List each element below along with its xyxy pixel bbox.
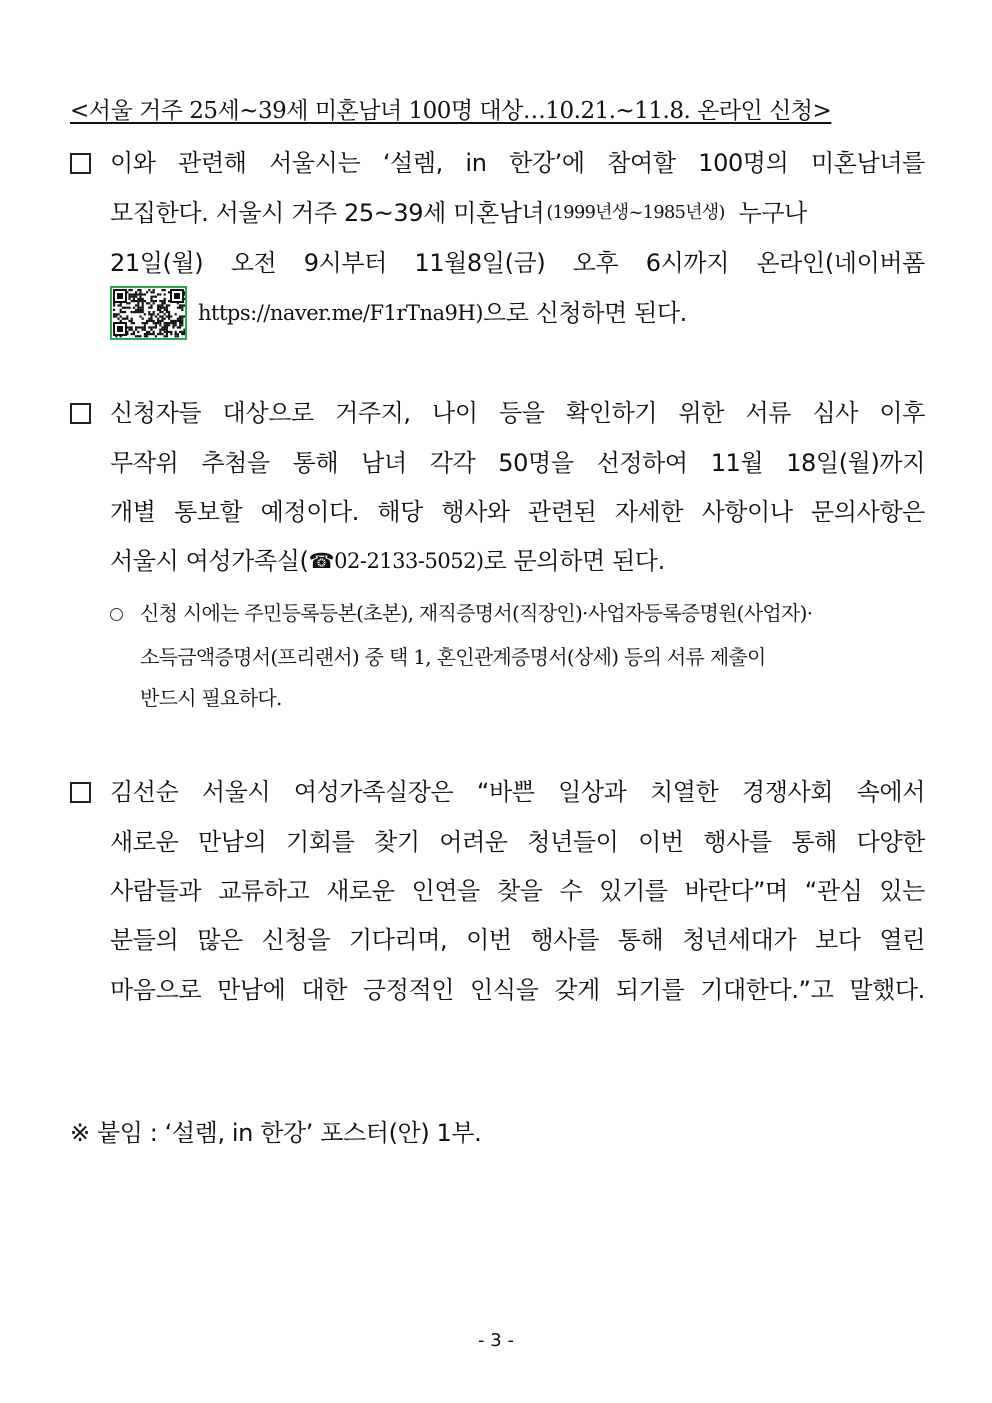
word: 참여할 (607, 149, 676, 177)
word: 통해 (791, 828, 837, 856)
word: 사람들과 (110, 877, 202, 905)
word: 되기를 (615, 976, 685, 1004)
word: 행사를 (530, 926, 599, 954)
word: 개별 (110, 498, 156, 526)
word: 분들의 (110, 926, 179, 954)
word: 인식을 (470, 976, 539, 1004)
word: 선정하여 (596, 449, 688, 477)
word: 11월8일(금) (414, 249, 546, 277)
word: 행사를 (703, 828, 772, 856)
checkbox-square-icon (70, 403, 91, 424)
word: 교류하고 (218, 877, 310, 905)
word: 심사 (812, 399, 859, 427)
section-3-line-2 (110, 827, 925, 857)
text-run: 서울시 여성가족실( (110, 547, 309, 575)
word: 서울시는 (269, 149, 361, 177)
word: 일상과 (558, 778, 627, 806)
section-3-line-5 (110, 975, 925, 1005)
word: 이와 (110, 149, 156, 177)
word: 서울시 (201, 778, 271, 806)
word: 마음으로 (110, 976, 202, 1004)
word: 수 (559, 877, 583, 905)
naver-form-url[interactable]: https://naver.me/F1rTna9H) (198, 301, 483, 325)
word: 새로운 (326, 877, 395, 905)
word: 다양한 (856, 828, 925, 856)
section-3-line-1 (110, 777, 925, 807)
word: 이번 (466, 926, 512, 954)
section-1-line-4 (198, 298, 898, 328)
word: 만남의 (198, 828, 267, 856)
word: 9시부터 (303, 249, 387, 277)
word: 인연을 (411, 877, 480, 905)
word: 100명의 (698, 149, 789, 177)
attachment-note: ※ 붙임 : ‘설렘, in 한강’ 포스터(안) 1부. (70, 1119, 482, 1147)
word: 온라인(네이버폼 (756, 249, 925, 277)
word: 보다 (814, 926, 861, 954)
word: 통보할 (173, 498, 243, 526)
word: 위한 (678, 399, 725, 427)
word: 자세한 (614, 498, 684, 526)
word: 대한 (301, 976, 347, 1004)
word: 김선순 (110, 778, 179, 806)
word: 바란다”며 (684, 877, 788, 905)
word: 만남에 (217, 976, 286, 1004)
word: 있는 (879, 877, 925, 905)
checkbox-square-icon (70, 153, 91, 174)
page-number: - 3 - (478, 1330, 514, 1351)
word: 찾을 (496, 877, 543, 905)
word: 있기를 (599, 877, 668, 905)
word: 등을 (499, 399, 545, 427)
word: 속에서 (856, 778, 925, 806)
word: 한강’에 (509, 149, 585, 177)
word: 오전 (230, 249, 277, 277)
word: 남녀 (361, 449, 407, 477)
word: 확인하기 (565, 399, 658, 427)
word: 통해 (617, 926, 664, 954)
word: 기대한다.”고 (700, 976, 834, 1004)
word: 서류 (745, 399, 792, 427)
phone-number: ☎02-2133-5052) (308, 549, 484, 573)
word: 치열한 (650, 778, 719, 806)
word: 행사와 (441, 498, 510, 526)
word: 18일(월)까지 (786, 449, 925, 477)
word: 50명을 (498, 449, 574, 477)
word: 각각 (429, 449, 476, 477)
word: 관련된 (528, 498, 597, 526)
word: 찾기 (374, 828, 420, 856)
checkbox-square-icon (70, 782, 91, 803)
word: 기다리며, (348, 926, 448, 954)
word: 6시까지 (645, 249, 730, 277)
word: 긍정적인 (362, 976, 455, 1004)
qr-code-icon[interactable] (110, 286, 187, 340)
word: 새로운 (110, 828, 179, 856)
text-run: 누구나 (738, 199, 807, 227)
word: 말했다. (849, 976, 925, 1004)
section-2-line-1 (110, 398, 925, 428)
section-2-sub-line-1: 신청 시에는 주민등록등본(초본), 재직증명서(직장인)·사업자등록증명원(사업자)· (140, 601, 813, 625)
word: 이번 (638, 828, 684, 856)
word: in (465, 149, 487, 177)
section-1-line-1 (110, 148, 925, 178)
word: 청년세대가 (682, 926, 797, 954)
word: 21일(월) (110, 249, 204, 277)
word: 신청자들 (110, 399, 202, 427)
word: 오후 (572, 249, 619, 277)
birth-year-range: (1999년생~1985년생) (546, 202, 725, 223)
section-2-line-2 (110, 448, 925, 478)
word: 많은 (197, 926, 243, 954)
word: 대상으로 (222, 399, 314, 427)
section-2-line-3 (110, 497, 925, 527)
word: 11월 (710, 449, 764, 477)
word: 나이 (432, 399, 478, 427)
text-run: 으로 신청하면 된다. (482, 299, 687, 327)
word: 여성가족실장은 (293, 778, 454, 806)
word: 청년들이 (527, 828, 619, 856)
word: 문의사항은 (810, 498, 925, 526)
word: 해당 (377, 498, 423, 526)
text-run: 모집한다. 서울시 거주 25~39세 미혼남녀 (110, 199, 545, 227)
circle-bullet-icon (110, 608, 123, 621)
section-1-line-2 (110, 198, 925, 228)
section-2-sub-line-2: 소득금액증명서(프리랜서) 중 택 1, 혼인관계증명서(상세) 등의 서류 제출이 (140, 645, 766, 669)
word: 신청을 (261, 926, 331, 954)
word: 미혼남녀를 (810, 149, 925, 177)
word: 열린 (879, 926, 925, 954)
section-3-line-4 (110, 925, 925, 955)
word: 어려운 (439, 828, 508, 856)
word: 통해 (292, 449, 339, 477)
section-1-line-3 (110, 248, 925, 278)
section-2-sub-line-3: 반드시 필요하다. (140, 686, 282, 710)
word: 갖게 (554, 976, 600, 1004)
word: 거주지, (335, 399, 411, 427)
section-2-line-4 (110, 546, 925, 576)
word: “바쁜 (476, 778, 535, 806)
text-run: 로 문의하면 된다. (483, 547, 665, 575)
word: 사항이나 (701, 498, 793, 526)
word: 무작위 (110, 449, 179, 477)
word: ‘설렘, (382, 149, 443, 177)
word: 예정이다. (260, 498, 360, 526)
word: 관련해 (178, 149, 247, 177)
section-3-line-3 (110, 876, 925, 906)
word: 추첨을 (201, 449, 270, 477)
subtitle: <서울 거주 25세~39세 미혼남녀 100명 대상…10.21.~11.8. 온라인 신청> (70, 98, 832, 124)
word: 경쟁사회 (741, 778, 834, 806)
word: “관심 (804, 877, 863, 905)
word: 기회를 (286, 828, 355, 856)
word: 이후 (879, 399, 925, 427)
